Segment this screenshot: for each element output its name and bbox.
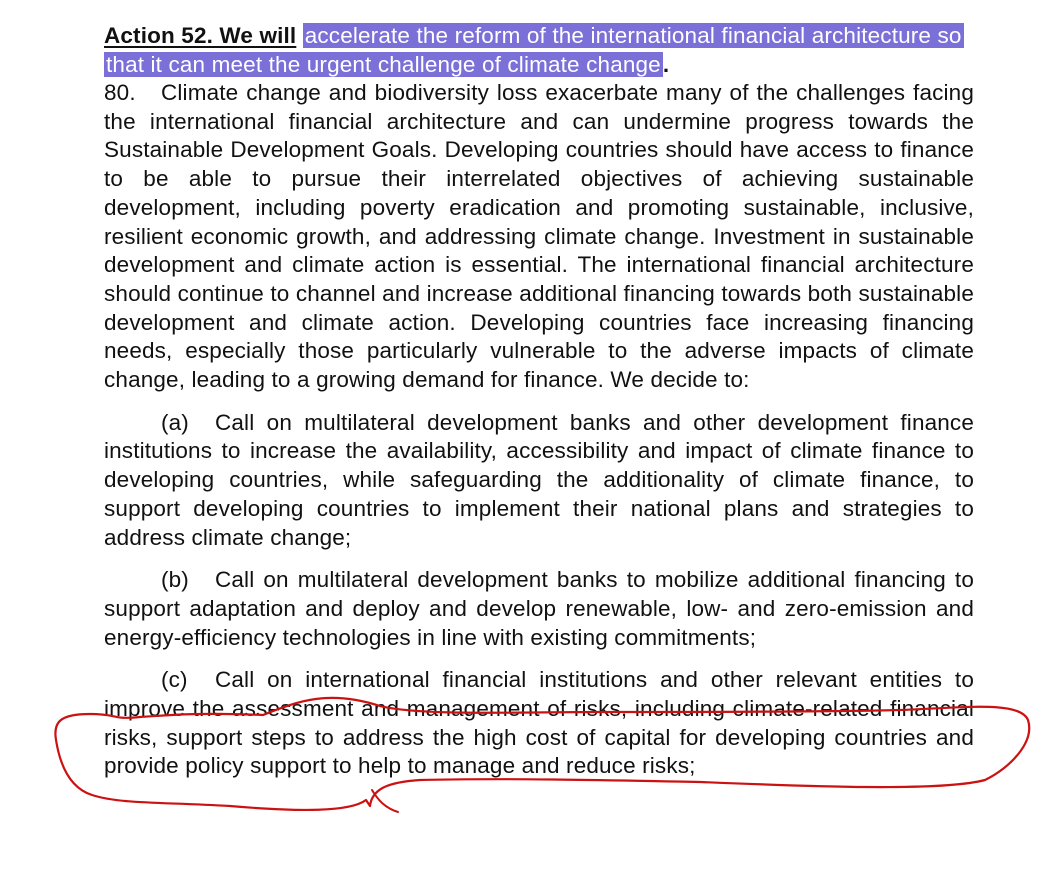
subitem-a <box>104 409 974 553</box>
subitem-b <box>104 566 974 652</box>
action-heading <box>104 22 974 79</box>
subitem-label: (c) <box>161 667 188 693</box>
hook-annotation-stroke <box>372 790 398 812</box>
paragraph-80 <box>104 79 974 395</box>
subitem-c <box>104 666 974 781</box>
subitem-label: (a) <box>161 409 189 435</box>
subitem-label: (b) <box>161 567 189 593</box>
paragraph-number: 80. <box>104 80 136 105</box>
paragraph-text: Climate change and biodiversity loss exacerbate many of the challenges facing the international financial architecture and can undermine progress towards the Sustainable Development Goals. Developing countries should have access to finance to be able to pursue their interrelated objectives of achieving sustainable development, including poverty eradication and promoting sustainable, inclusive, resilient economic growth, and addressing climate change. Investment in sustainable development and climate action is essential. The international financial architecture should continue to channel and increase additional financing towards both sustainable development and climate action. Developing countries face increasing financing needs, especially those particularly vulnerable to the adverse impacts of climate change, leading to a growing demand for finance. We decide to: <box>104 80 974 393</box>
action-end-punct: . <box>662 51 670 77</box>
highlighted-text[interactable]: accelerate the reform of the international financial architecture so that it can meet the urgent challenge of climate change <box>106 23 962 77</box>
document-body <box>104 22 974 781</box>
subitem-text: Call on international financial institutions and other relevant entities to improve the assessment and management of risks, including climate-related financial risks, support steps to address the high cost of capital for developing countries and provide policy support to help to manage and reduce risks; <box>104 667 974 779</box>
subitem-text: Call on multilateral development banks to mobilize additional financing to support adaptation and deploy and develop renewable, low- and zero-emission and energy-efficiency technologies in line with existing commitments; <box>104 567 974 650</box>
action-label: Action 52. We will <box>104 23 297 48</box>
subitem-text: Call on multilateral development banks and other development finance institutions to increase the availability, accessibility and impact of climate finance to developing countries, while safeguarding the additionality of climate finance, to support developing countries to implement their national plans and strategies to address climate change; <box>104 409 974 550</box>
